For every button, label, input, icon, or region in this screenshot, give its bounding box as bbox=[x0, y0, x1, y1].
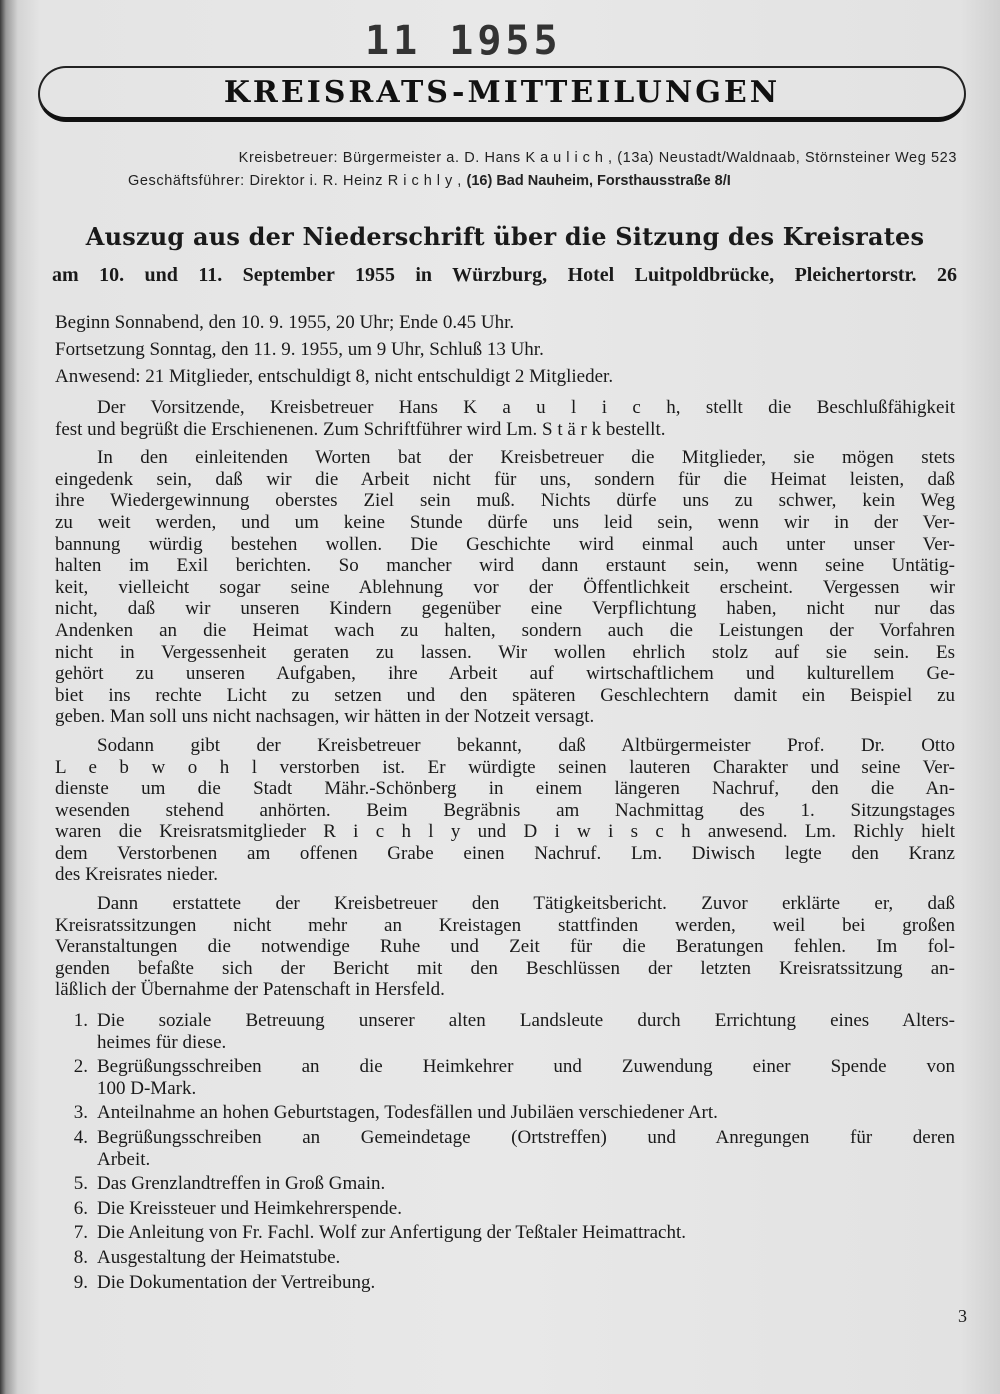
list-item bbox=[55, 1198, 955, 1220]
contact-line-kreisbetreuer bbox=[52, 150, 957, 166]
list-item bbox=[55, 1222, 955, 1244]
list-text bbox=[97, 1056, 955, 1099]
text-line: L e b w o h l verstorben ist. Er würdigte seinen lauteren Charakter und seine Ver- bbox=[55, 756, 955, 778]
list-number: 5. bbox=[73, 1173, 88, 1195]
article-body bbox=[55, 309, 955, 1296]
text-line: biet ins rechte Licht zu setzen und den späteren Geschlechtern damit ein Beispiel zu bbox=[55, 684, 955, 706]
text-line: halten im Exil berichten. So mancher wird dann erstaunt sein, wenn seine Untätig- bbox=[55, 555, 955, 577]
text-line: Die soziale Betreuung unserer alten Landsleute durch Errichtung eines Alters- bbox=[97, 1010, 955, 1032]
masthead-banner bbox=[38, 66, 966, 122]
contact-separator: , bbox=[457, 173, 467, 189]
text-line: Dann erstattete der Kreisbetreuer den Tätigkeitsbericht. Zuvor erklärte er, daß bbox=[97, 893, 955, 915]
text-line: ihre Wiedergewinnung oberstes Ziel sein muß. Nichts dürfe uns zu schwer, kein Weg bbox=[55, 490, 955, 512]
list-item bbox=[55, 1173, 955, 1195]
article-subtitle: am 10. und 11. September 1955 in Würzburg, Hotel Luitpoldbrücke, Pleichertorstr. 26 bbox=[52, 264, 957, 286]
contact-role: Bürgermeister a. D. Hans bbox=[342, 150, 521, 166]
text-line: waren die Kreisratsmitglieder R i c h l y und D i w i s c h anwesend. Lm. Richly hielt bbox=[55, 821, 955, 843]
list-text bbox=[97, 1127, 955, 1170]
contact-label: Geschäftsführer: bbox=[128, 173, 245, 189]
text-line: dienste um die Stadt Mähr.-Schönberg in einem längeren Nachruf, den die An- bbox=[55, 778, 955, 800]
list-text bbox=[97, 1102, 955, 1124]
masthead-title: KREISRATS-MITTEILUNGEN bbox=[223, 75, 781, 110]
list-number: 2. bbox=[73, 1056, 88, 1078]
contact-name: Kaulich bbox=[525, 150, 608, 166]
paragraph bbox=[55, 397, 955, 440]
text-line: Der Vorsitzende, Kreisbetreuer Hans K a u l i c h, stellt die Beschlußfähigkeit bbox=[97, 397, 955, 418]
text-line: des Kreisrates nieder. bbox=[55, 864, 219, 886]
date-stamp: 11 1955 bbox=[365, 18, 562, 64]
list-item bbox=[55, 1272, 955, 1294]
text-line: Kreisratssitzungen nicht mehr an Kreistagen stattfinden werden, weil bei großen bbox=[55, 914, 955, 936]
text-line: 100 D-Mark. bbox=[97, 1077, 197, 1099]
text-line: gehört zu unseren Aufgaben, ihre Arbeit auf wirtschaftlichem und kulturellem Ge- bbox=[55, 663, 955, 685]
text-line: Die Anleitung von Fr. Fachl. Wolf zur Anfertigung der Teßtaler Heimattracht. bbox=[97, 1222, 686, 1244]
contact-label: Kreisbetreuer: bbox=[238, 150, 339, 166]
list-text bbox=[97, 1222, 955, 1244]
text-line: genden befaßte sich der Bericht mit den Beschlüssen der letzten Kreisratssitzung an- bbox=[55, 957, 955, 979]
text-line: Die Kreissteuer und Heimkehrerspende. bbox=[97, 1197, 402, 1219]
list-item bbox=[55, 1102, 955, 1124]
text-line: Andenken an die Heimat wach zu halten, sondern auch die Leistungen der Vorfahren bbox=[55, 619, 955, 641]
list-text bbox=[97, 1173, 955, 1195]
list-item bbox=[55, 1247, 955, 1269]
text-line: wesenden stehend anhörten. Beim Begräbnis am Nachmittag des 1. Sitzungstages bbox=[55, 799, 955, 821]
paragraph bbox=[55, 893, 955, 1001]
text-line: Ausgestaltung der Heimatstube. bbox=[97, 1246, 341, 1268]
article-title: Auszug aus der Niederschrift über die Sitzung des Kreisrates bbox=[85, 222, 925, 251]
text-line: keit, vielleicht sogar seine Ablehnung vor der Öffentlichkeit erscheint. Vergessen wir bbox=[55, 576, 955, 598]
text-line: zu weit werden, und um keine Stunde dürfe uns leid sein, wenn wir in der Ver- bbox=[55, 511, 955, 533]
contact-role: Direktor i. R. Heinz bbox=[249, 173, 384, 189]
meeting-detail-line: Fortsetzung Sonntag, den 11. 9. 1955, um 9 Uhr, Schluß 13 Uhr. bbox=[55, 339, 544, 360]
text-line: läßlich der Übernahme der Patenschaft in Hersfeld. bbox=[55, 979, 445, 1001]
paragraph bbox=[55, 447, 955, 728]
list-text bbox=[97, 1198, 955, 1220]
paragraph bbox=[55, 735, 955, 886]
text-line: Arbeit. bbox=[97, 1148, 151, 1170]
text-line: nicht, daß wir unseren Kindern gegenüber eine Verpflichtung haben, nicht nur das bbox=[55, 598, 955, 620]
contact-address: (16) Bad Nauheim, Forsthausstraße 8/I bbox=[466, 173, 731, 189]
text-line: eingedenk sein, daß wir die Arbeit nicht für uns, sondern für die Heimat leisten, daß bbox=[55, 468, 955, 490]
list-number: 7. bbox=[73, 1222, 88, 1244]
text-line: geben. Man soll uns nicht nachsagen, wir hätten in der Notzeit versagt. bbox=[55, 706, 595, 728]
list-item bbox=[55, 1127, 955, 1170]
text-line: fest und begrüßt die Erschienenen. Zum Schriftführer wird Lm. S t ä r k bestellt. bbox=[55, 418, 666, 440]
list-text bbox=[97, 1247, 955, 1269]
contact-name: Richly bbox=[387, 173, 458, 189]
text-line: Anteilnahme an hohen Geburtstagen, Todesfällen und Jubiläen verschiedener Art. bbox=[97, 1102, 718, 1124]
meeting-detail-line: Beginn Sonnabend, den 10. 9. 1955, 20 Uhr; Ende 0.45 Uhr. bbox=[55, 312, 515, 333]
list-number: 6. bbox=[73, 1197, 88, 1219]
list-item bbox=[55, 1056, 955, 1099]
text-line: Veranstaltungen die notwendige Ruhe und Zeit für die Beratungen fehlen. Im fol- bbox=[55, 936, 955, 958]
text-line: In den einleitenden Worten bat der Kreisbetreuer die Mitglieder, sie mögen stets bbox=[97, 447, 955, 469]
list-number: 9. bbox=[73, 1271, 88, 1293]
list-text bbox=[97, 1010, 955, 1053]
meeting-details bbox=[55, 309, 955, 390]
text-line: bannung würdig bestehen wollen. Die Geschichte wird einmal auch unter unser Ver- bbox=[55, 533, 955, 555]
list-number: 4. bbox=[73, 1127, 88, 1148]
text-line: heimes für diese. bbox=[97, 1031, 227, 1053]
contact-address: , (13a) Neustadt/Waldnaab, Störnsteiner Weg 523 bbox=[608, 150, 957, 166]
list-number: 1. bbox=[73, 1010, 88, 1032]
list-item bbox=[55, 1010, 955, 1053]
agenda-list bbox=[55, 1010, 955, 1293]
meeting-detail-line: Anwesend: 21 Mitglieder, entschuldigt 8, nicht entschuldigt 2 Mitglieder. bbox=[55, 366, 614, 387]
contact-line-geschaeftsfuehrer bbox=[52, 173, 957, 189]
text-line: Begrüßungsschreiben an die Heimkehrer und Zuwendung einer Spende von bbox=[97, 1056, 955, 1078]
list-text bbox=[97, 1272, 955, 1294]
text-line: Die Dokumentation der Vertreibung. bbox=[97, 1271, 376, 1293]
text-line: Sodann gibt der Kreisbetreuer bekannt, daß Altbürgermeister Prof. Dr. Otto bbox=[97, 734, 955, 756]
list-number: 3. bbox=[73, 1102, 88, 1124]
list-number: 8. bbox=[73, 1246, 88, 1268]
page-number: 3 bbox=[958, 1306, 967, 1326]
text-line: dem Verstorbenen am offenen Grabe einen Nachruf. Lm. Diwisch legte den Kranz bbox=[55, 842, 955, 864]
text-line: Das Grenzlandtreffen in Groß Gmain. bbox=[97, 1173, 386, 1195]
text-line: Begrüßungsschreiben an Gemeindetage (Ortstreffen) und Anregungen für deren bbox=[97, 1127, 955, 1148]
text-line: nicht in Vergessenheit geraten zu lassen. Wir wollen ehrlich stolz auf sie sein. Es bbox=[55, 641, 955, 663]
paragraphs bbox=[55, 397, 955, 1001]
